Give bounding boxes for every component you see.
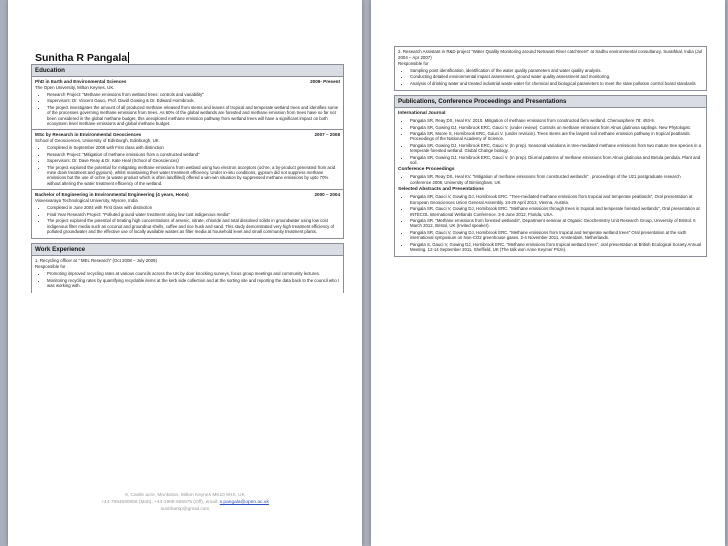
degree-title: MSc by Research in Environmental Geosciences <box>35 132 142 138</box>
list-item: • Monitoring recycling rates by quantifying recyclable items at the kerb side collection and at the sorting site and reporting the data back to the council who I was working with. <box>47 278 340 289</box>
education-entry <box>35 132 340 186</box>
cv-page-1 <box>8 0 362 546</box>
institution: Visvesvaraya Technological University, Mysore, India <box>35 198 138 204</box>
list-item: • Final Year Research Project: "Polluted ground water treatment using low cost indigenous media" <box>47 212 340 217</box>
list-item: • Pangala SR, Moore S, Hornibrook ERC, Gauci V. (under revision). Trees stems are the largest soil methane emission pathway in tropical peatlands. Proceedings of the National Academy of Science. <box>410 131 703 142</box>
candidate-name[interactable]: Sunitha R Pangala <box>35 52 128 64</box>
list-item: • Research Project: "Methane emissions from wetland trees: controls and variability" <box>47 92 340 97</box>
divider <box>32 189 343 190</box>
list-item: • Pangala SR, Gauci V, Gowing DJ, Hornibrook ERC. "Methane emissions from tropical and temperate wetland trees" Oral presentation at the sixth international symposium on Non-CO2 greenhouse gases. 2-4 November 2011, Amsterdam, Netherlands. <box>410 230 703 241</box>
work-box <box>31 256 344 292</box>
footer-line: +44-7984690856 (Mob), +44-1908-655975 (Off), email: s.pangala@open.ac.uk <box>101 500 269 505</box>
list-item: • Completed in September 2008 with First class with distinction <box>47 145 340 150</box>
bullet-list <box>398 118 703 165</box>
bullet-list <box>398 194 703 252</box>
institution: School of Geosciences, University of Edinburgh, Edinburgh, UK. <box>35 138 160 144</box>
list-item: • Promoting improved recycling rates at various councils across the UK by door knocking surveys, focus group meetings and community lectures. <box>47 271 340 276</box>
list-item: • The project explored the potential of treating high concentrations of arsenic, nitrate, chloride and total dissolved solids in groundwater using low cost indigenous filter media such as coconut and groundnut shells, coffee and rice husk and sand. This study demonstrated very high treatment efficiency of polluted groundwater and the effective use of locally available wastes as filter media at household level and small community treatment plants. <box>47 218 340 234</box>
list-item: • Supervisors: Dr. Dave Reay & Dr. Kate Heal (School of Geosciences) <box>47 158 340 163</box>
education-entry <box>35 79 340 126</box>
footer-address <box>8 492 362 513</box>
publications-box <box>394 108 707 257</box>
text-cursor <box>128 52 129 63</box>
list-item: • Research Project: "Mitigation of methane emissions from a constructed wetland" <box>47 152 340 157</box>
list-item: • Supervisors: Dr. Vincent Gauci, Prof. David Gowing & Dr. Edward Hornibrook. <box>47 98 340 103</box>
footer-line: 9, Castle acre, Monkston, Milton Keynes MK10 9HS, UK <box>125 493 245 498</box>
list-item: • Pangala SR, Gowing DJ, Hornibrook ERC, Gauci V. (In prep). Diurnal patterns of methane emissions from Alnus glutinosa and Betula pendula. Plant and soil. <box>410 155 703 166</box>
bullet-list <box>398 174 703 185</box>
degree-dates: 2009- Present <box>310 79 340 84</box>
cv-page-2 <box>371 0 725 546</box>
bullet-list <box>35 271 340 288</box>
list-item: • Pangala SR, Gowing DJ, Hornibrook ERC, Gauci V. (under review). Controls on methane emissions from Alnus glutinosa saplings. New Phytologist. <box>410 125 703 130</box>
degree-dates: 2000 – 2004 <box>314 192 340 198</box>
subsection-title: Conference Proceedings <box>398 167 455 173</box>
list-item: • Pangala SR, Gowing DJ, Hornibrook ERC, Gauci V. (In prep). Seasonal variations in tree-mediated methane emissions from two mature tree species in a temperate forested wetland. Global Change biology. <box>410 143 703 154</box>
list-item: • The project investigates the amount of all produced methane released from stems and leaves of tropical and temperate wetland trees and identifies some of the processes governing methane emissions from trees. As 60% of the global wetlands are forested and methane emission from trees have so far not been considered in the global methane budget, this unexplored methane emission pathway from wetland trees will have a significant impact on both ecosystem level methane emissions and global methane budget. <box>47 105 340 127</box>
degree-dates: 2007 – 2008 <box>314 132 340 138</box>
list-item: • Pangala SR. "Methane emissions from forested wetlands", Department seminar at Organic Geochemistry Unit Research Group, University of Bristol. 6 March 2012, Bristol, UK (Invited speaker). <box>410 218 703 229</box>
bullet-list <box>35 92 340 126</box>
bullet-list <box>35 205 340 234</box>
degree-title: PhD in Earth and Environmental Sciences <box>35 79 127 84</box>
subsection-title: International Journal <box>398 111 446 117</box>
list-item: • Pangala S, Gauci V, Gowing DJ, Hornibrook ERC. "Methane emissions from tropical wetland trees", oral presentation at British Ecological Society Annual Meeting. 12-14 September 2011, Sheffield, UK (The talk won Anne Keymer Prize). <box>410 242 703 253</box>
list-item: • Completed in June 2004 with First class with distinction <box>47 205 340 210</box>
divider <box>32 129 343 130</box>
footer-line: sunitharsp@gmail.com <box>160 507 210 512</box>
responsible-for-label: Responsible for <box>398 61 429 66</box>
list-item: • The project explored the potential for mitigating methane emissions from wetland using two electron acceptors (ochre, a by-product generated from acid mine drain treatment and gypsum), whilst maintaining their water treatment efficiency. Under in-situ conditions, gypsum did not suppress methane emissions but the use of ochre (a waste product which is often landfilled) offered a win-win situation by suppressed methane emissions by upto 70% without altering the water treatment efficiency of the wetland. <box>47 165 340 187</box>
page-2-body <box>394 46 707 257</box>
list-item: • Conducting detailed environmental impact assessment, ground water quality assessment and monitoring. <box>410 74 703 79</box>
list-item: • Pangala SR, Gauci V, Gowing DJ, Hornibrook ERC. "Methane emissions through trees in tropical and temperate forested wetlands", Oral presentation at INTECOL International Wetlands Conference. 3-8 June 2012, Florida, USA. <box>410 206 703 217</box>
list-item: • Pangala SR, Reay DS, Heal KV. 2010. Mitigation of methane emissions from constructed farm wetland. Chemosphere 78: 493-9. <box>410 118 703 123</box>
subsection-title: Selected Abstracts and Presentations <box>398 187 484 193</box>
section-work-header: Work Experience <box>31 243 344 256</box>
email-link[interactable]: s.pangala@open.ac.uk <box>219 500 269 505</box>
list-item: • Analysis of drinking water and treated industrial waste water for chemical and biological parameters to meet the state pollution control board standards <box>410 81 703 86</box>
bullet-list <box>35 145 340 186</box>
section-publications-header: Publications, Conference Proceedings and Presentations <box>394 95 707 108</box>
responsible-for-label: Responsible for <box>35 264 66 270</box>
bullet-list <box>398 68 703 86</box>
education-box <box>31 77 344 239</box>
work-box-continued <box>394 46 707 91</box>
job-title: 2. Research Assistant in R&D project "Water Quality Monitoring around Netravati River catchment" at Sadhu environmental consultancy, Surathkal, India (Jul 2004 – Apr 2007) <box>398 49 703 60</box>
institution: The Open University, Milton Keynes, UK. <box>35 85 115 90</box>
section-education-header: Education <box>31 64 344 77</box>
job-title: 1. Recycling officer at " MEL Research" (Oct 2008 – July 2009) <box>35 258 157 264</box>
degree-title: Bachelor of Engineering in Environmental Engineering (4 years, Hons) <box>35 192 189 198</box>
list-item: • Pangala SR, Gauci V, Gowing DJ, Hornibrook ERC. "Tree-mediated methane emissions from tropical and temperate peatlands", Oral presentation at European Geosciences Union General Assembly. 24-29 April 2013, Vienna, Austria. <box>410 194 703 205</box>
list-item: • Sampling point identification, identification of the water quality parameters and water quality analysis. <box>410 68 703 73</box>
education-entry <box>35 192 340 234</box>
list-item: • Pangala SR, Reay DS, Heal KV. "Mitigation of methane emissions from constructed wetlands" , proceedings of the U21 postgraduate research conference 2008, University of Birmingham, UK <box>410 174 703 185</box>
page-1-body <box>31 64 344 293</box>
